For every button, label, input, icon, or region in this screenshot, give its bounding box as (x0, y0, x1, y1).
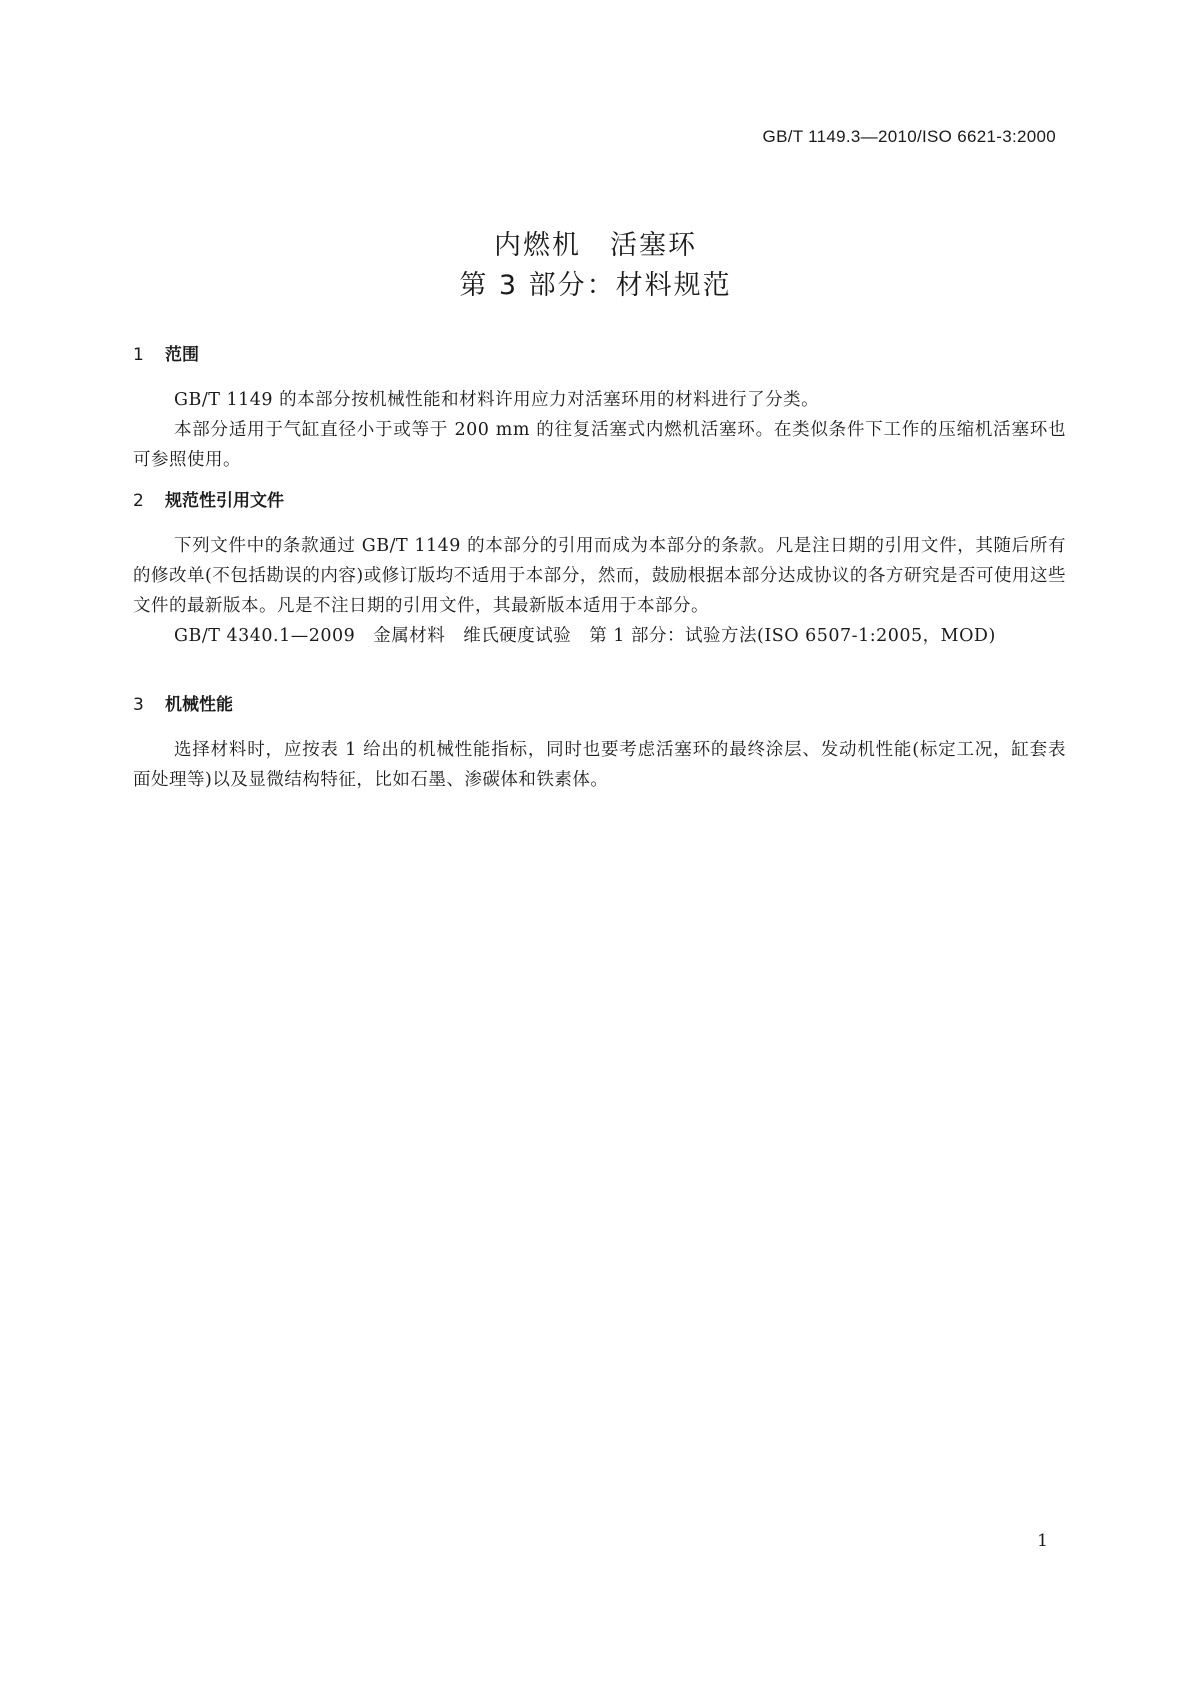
section-mechanical-properties (133, 690, 1066, 795)
section-heading (133, 690, 1066, 720)
section-number: 1 (133, 345, 144, 365)
standard-code-header: GB/T 1149.3—2010/ISO 6621-3:2000 (762, 127, 1056, 146)
section-title: 规范性引用文件 (165, 491, 284, 511)
title-line-1: 内燃机 活塞环 (494, 230, 697, 261)
document-title (0, 226, 1191, 306)
section-number: 2 (133, 491, 144, 511)
section-number: 3 (133, 695, 144, 715)
paragraph: 本部分适用于气缸直径小于或等于 200 mm 的往复活塞式内燃机活塞环。在类似条件下工作的压缩机活塞环也可参照使用。 (133, 420, 1066, 470)
paragraph: GB/T 1149 的本部分按机械性能和材料许用应力对活塞环用的材料进行了分类。 (174, 390, 820, 410)
page-number: 1 (1037, 1531, 1048, 1551)
section-title: 范围 (165, 345, 199, 365)
section-title: 机械性能 (165, 695, 233, 715)
section-heading (133, 340, 1066, 370)
paragraph: 下列文件中的条款通过 GB/T 1149 的本部分的引用而成为本部分的条款。凡是注日期的引用文件，其随后所有的修改单(不包括勘误的内容)或修订版均不适用于本部分，然而，鼓励根据本部分达成协议的各方研究是否可使用这些文件的最新版本。凡是不注日期的引用文件，其最新版本适用于本部分。 (133, 536, 1066, 616)
section-heading (133, 486, 1066, 516)
section-normative-references (133, 486, 1066, 651)
reference-entry: GB/T 4340.1—2009 金属材料 维氏硬度试验 第 1 部分：试验方法(ISO 6507-1:2005，MOD) (174, 626, 996, 646)
section-scope (133, 340, 1066, 475)
paragraph: 选择材料时，应按表 1 给出的机械性能指标，同时也要考虑活塞环的最终涂层、发动机性能(标定工况，缸套表面处理等)以及显微结构特征，比如石墨、渗碳体和铁素体。 (133, 740, 1066, 790)
title-line-2: 第 3 部分：材料规范 (459, 270, 732, 301)
